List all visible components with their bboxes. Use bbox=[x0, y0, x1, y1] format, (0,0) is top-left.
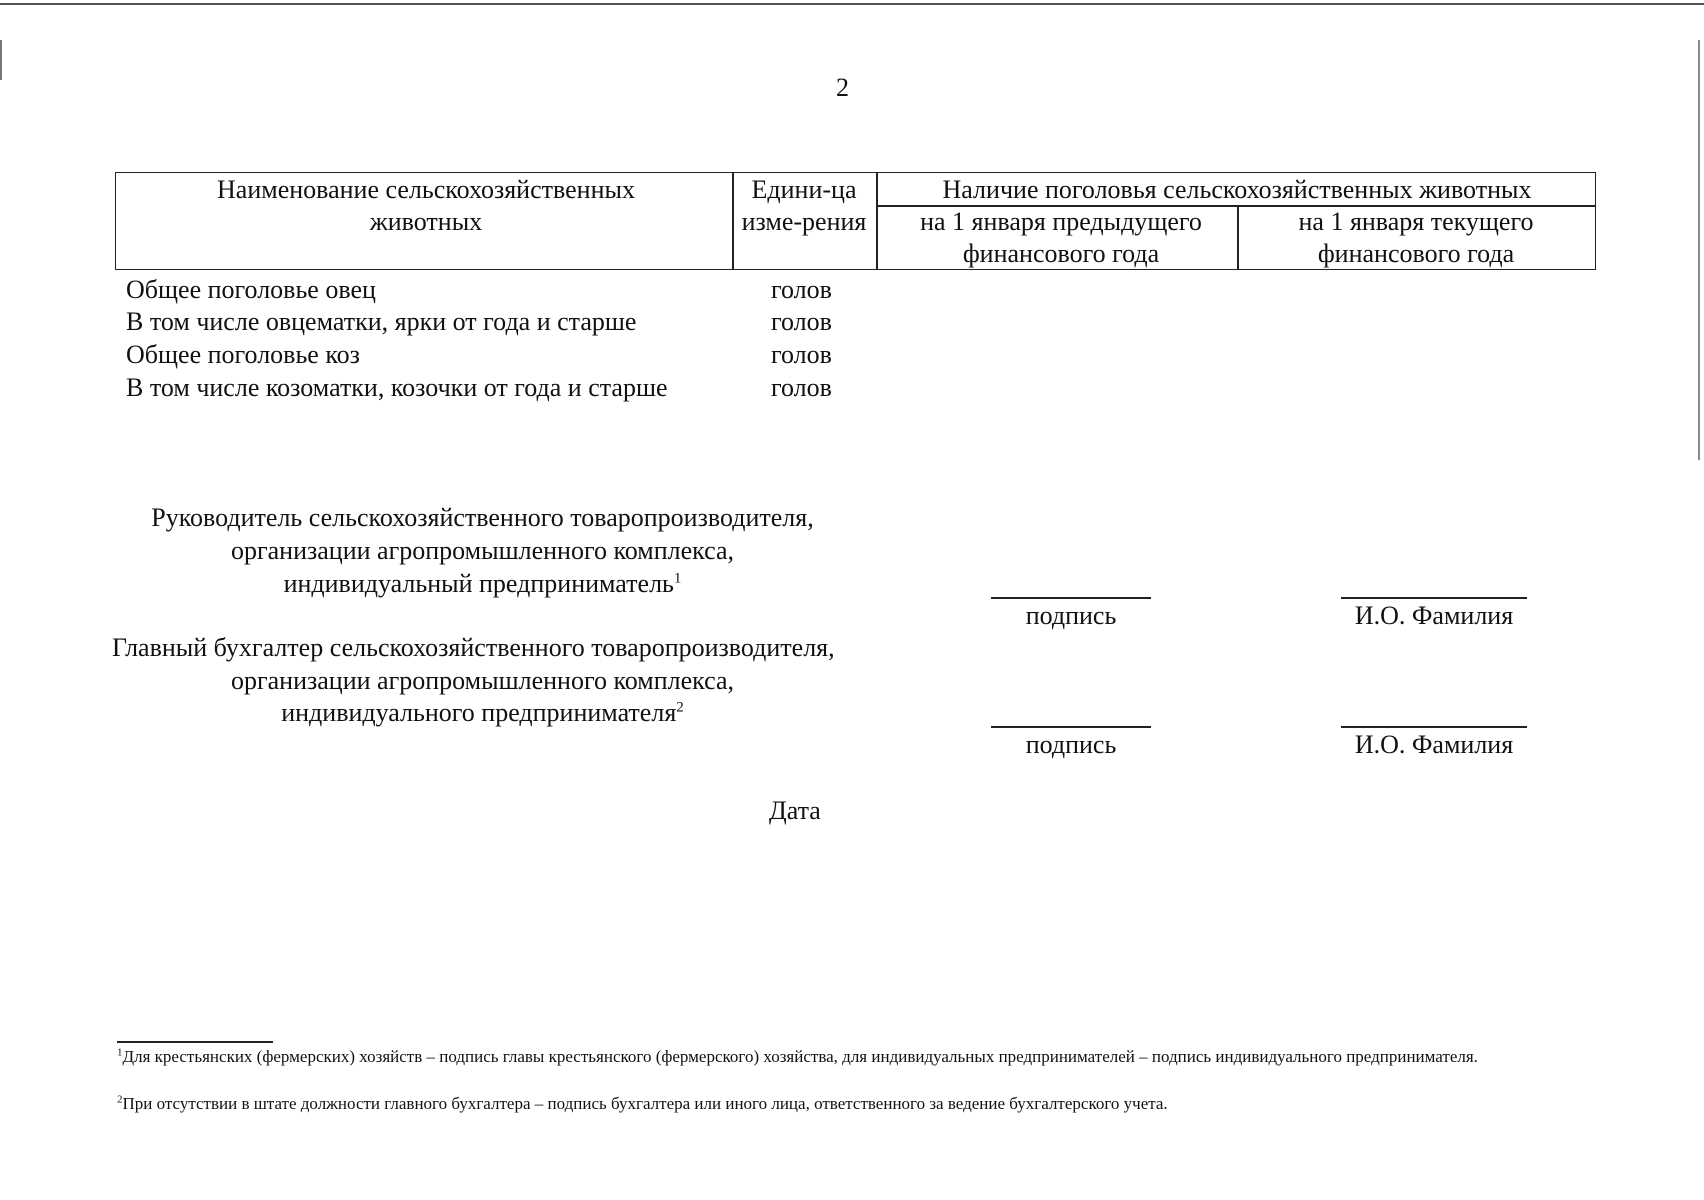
row-name: В том числе овцематки, ярки от года и старше bbox=[126, 307, 637, 336]
head-title-line1: Руководитель сельскохозяйственного товаропроизводителя, bbox=[151, 503, 814, 532]
right-scan-edge bbox=[1698, 40, 1700, 460]
header-divider bbox=[1237, 205, 1239, 269]
accountant-name-caption: И.О. Фамилия bbox=[1354, 730, 1514, 759]
head-name-line bbox=[1341, 597, 1527, 599]
header-col-previous-year: на 1 января предыдущего финансового года bbox=[920, 207, 1202, 268]
top-scan-edge bbox=[0, 3, 1704, 5]
head-signature-caption: подпись bbox=[1025, 601, 1117, 630]
head-title-line3: индивидуальный предприниматель$^1$ bbox=[283, 569, 682, 598]
row-name: Общее поголовье коз bbox=[126, 340, 360, 369]
header-unit: Едини-ца изме-рения bbox=[741, 175, 867, 236]
head-title-line2: организации агропромышленного комплекса, bbox=[230, 536, 735, 565]
livestock-table-header bbox=[115, 172, 1596, 270]
footnote-mark: 1 bbox=[117, 1046, 123, 1059]
row-name: Общее поголовье овец bbox=[126, 275, 376, 304]
footnote-2: $^2$При отсутствии в штате должности главного бухгалтера – подпись бухгалтера или иного лица, ответственного за ведение бухгалтерского учета. bbox=[117, 1093, 1168, 1113]
accountant-title-line1: Главный бухгалтер сельскохозяйственного товаропроизводителя, bbox=[112, 633, 835, 662]
row-unit: голов bbox=[771, 275, 832, 304]
accountant-title-line3: индивидуального предпринимателя$^2$ bbox=[281, 698, 684, 727]
date-label: Дата bbox=[769, 796, 821, 825]
footnote-1: $^1$Для крестьянских (фермерских) хозяйств – подпись главы крестьянского (фермерского) хозяйства, для индивидуальных предпринимателей – подпись индивидуального предпринимателя. bbox=[117, 1046, 1478, 1066]
page-number: 2 bbox=[836, 73, 849, 102]
left-scan-edge bbox=[0, 40, 2, 80]
row-unit: голов bbox=[771, 340, 832, 369]
header-livestock-group: Наличие поголовья сельскохозяйственных животных bbox=[942, 175, 1532, 204]
accountant-signature-line bbox=[991, 726, 1151, 728]
row-unit: голов bbox=[771, 307, 832, 336]
row-name: В том числе козоматки, козочки от года и старше bbox=[126, 373, 668, 402]
accountant-signature-caption: подпись bbox=[1025, 730, 1117, 759]
footnote-mark: 2 bbox=[676, 699, 684, 716]
row-unit: голов bbox=[771, 373, 832, 402]
head-signature-line bbox=[991, 597, 1151, 599]
head-name-caption: И.О. Фамилия bbox=[1354, 601, 1514, 630]
accountant-name-line bbox=[1341, 726, 1527, 728]
header-col-current-year: на 1 января текущего финансового года bbox=[1298, 207, 1534, 268]
footnote-mark: 1 bbox=[673, 570, 682, 587]
accountant-title-line2: организации агропромышленного комплекса, bbox=[230, 666, 735, 695]
footnote-mark: 2 bbox=[117, 1093, 123, 1106]
header-name: Наименование сельскохозяйственных животных bbox=[217, 175, 635, 236]
footnote-separator bbox=[117, 1041, 273, 1043]
